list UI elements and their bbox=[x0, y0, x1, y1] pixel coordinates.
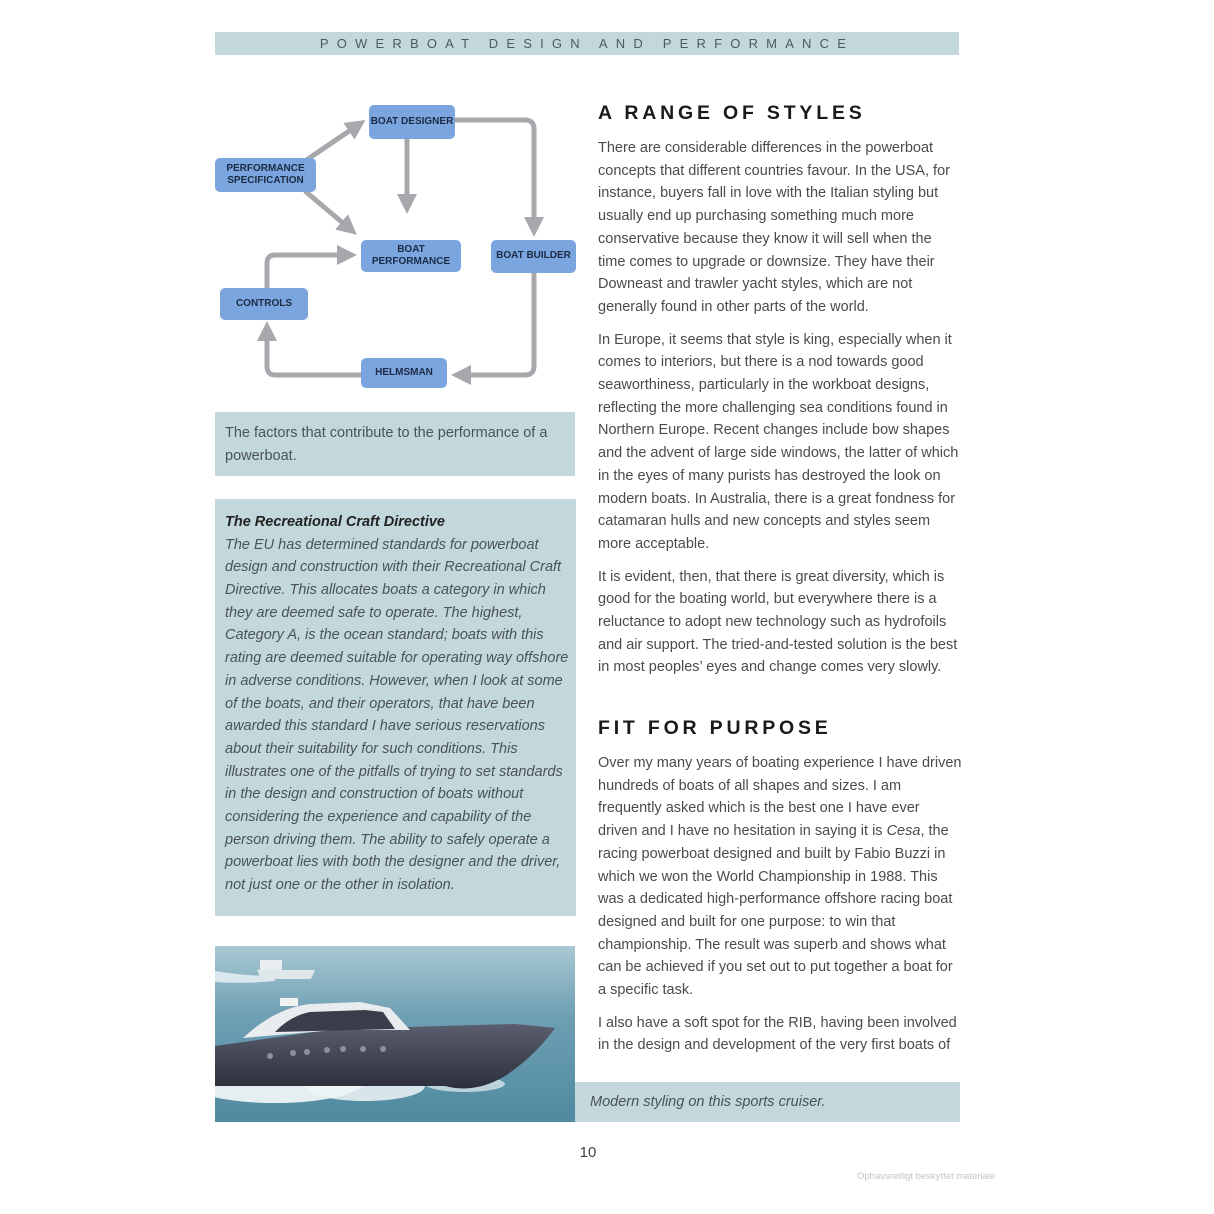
photo-caption: Modern styling on this sports cruiser. bbox=[590, 1094, 826, 1110]
paragraph-text: Over my many years of boating experience I have driven hundreds of boats of all shapes and sizes. I am frequently asked which is the best one I have ever driven and I have no hesitation in saying it is bbox=[598, 755, 962, 840]
node-boat-builder: BOAT BUILDER bbox=[491, 240, 576, 273]
node-boat-performance: BOAT PERFORMANCE bbox=[361, 240, 461, 272]
sports-cruiser-photo bbox=[215, 946, 575, 1122]
photo-caption-box bbox=[575, 1082, 960, 1122]
paragraph: In Europe, it seems that style is king, especially when it comes to interiors, but there is a nod towards good seaworthiness, particularly in the workboat designs, reflecting the more challenging sea conditions found in Northern Europe. Recent changes include bow shapes and the advent of large side windows, the latter of which in the eyes of many purists has destroyed the look on modern boats. In Australia, there is a great fondness for catamaran hulls and new concepts and styles seem more acceptable. bbox=[598, 331, 959, 552]
paragraph: It is evident, then, that there is great diversity, which is good for the boating world, but everywhere there is a reluctance to adopt new technology such as hydrofoils and air support. The tried-and-tested solution is the best in most peoples’ eyes and change comes very slowly. bbox=[598, 568, 958, 676]
node-controls: CONTROLS bbox=[220, 288, 308, 320]
section-heading: FIT FOR PURPOSE bbox=[598, 717, 832, 739]
sidebar-box bbox=[215, 499, 576, 916]
paragraph: I also have a soft spot for the RIB, having been involved in the design and development of the very first boats of bbox=[598, 1014, 957, 1054]
copyright-watermark: Ophavsretligt beskyttet materiale bbox=[857, 1171, 996, 1182]
section-fit-for-purpose bbox=[598, 717, 962, 1067]
arrow-controls-to-performance bbox=[267, 255, 348, 289]
running-head: POWERBOAT DESIGN AND PERFORMANCE bbox=[215, 32, 959, 55]
diagram-caption-box bbox=[215, 412, 575, 476]
arrow-builder-to-helmsman bbox=[460, 273, 534, 375]
section-heading: A RANGE OF STYLES bbox=[598, 102, 866, 124]
arrow-designer-to-builder bbox=[455, 120, 534, 228]
page-number: 10 bbox=[579, 1144, 597, 1161]
boat-name: Cesa bbox=[886, 823, 921, 840]
paragraph bbox=[598, 752, 962, 1002]
section-range-of-styles bbox=[598, 102, 962, 689]
node-helmsman: HELMSMAN bbox=[361, 358, 447, 388]
photo-illustration bbox=[215, 946, 575, 1122]
performance-factors-diagram bbox=[210, 95, 590, 395]
arrow-spec-to-performance bbox=[305, 191, 350, 229]
diagram-caption: The factors that contribute to the performance of a powerboat. bbox=[225, 425, 548, 464]
node-performance-specification: PERFORMANCE SPECIFICATION bbox=[215, 158, 316, 192]
arrow-spec-to-designer bbox=[305, 125, 358, 161]
paragraph-text: , the racing powerboat designed and built by Fabio Buzzi in which we won the World Championship in 1988. This was a dedicated high-performance offshore racing boat designed and built for one purpose: to win that championship. The result was superb and shows what can be achieved if you set out to put together a boat for a specific task. bbox=[598, 823, 953, 999]
node-boat-designer: BOAT DESIGNER bbox=[369, 105, 455, 139]
sidebar-title: The Recreational Craft Directive bbox=[225, 514, 445, 530]
paragraph: There are considerable differences in the powerboat concepts that different countries favour. In the USA, for instance, buyers fall in love with the Italian styling but usually end up purchasing something much more conservative because they know it will sell when the time comes to upgrade or downsize. They have their Downeast and trawler yacht styles, which are not generally found in other parts of the world. bbox=[598, 140, 950, 315]
sidebar-body: The EU has determined standards for powerboat design and construction with their Recreational Craft Directive. This allocates boats a category in which they are deemed safe to operate. The highest, Category A, is the ocean standard; boats with this rating are deemed suitable for operating way offshore in adverse conditions. However, when I look at some of the boats, and their operators, that have been awarded this standard I have serious reservations about their suitability for such conditions. This illustrates one of the pitfalls of trying to set standards in the design and construction of boats without considering the experience and capability of the person driving them. The ability to safely operate a powerboat lies with both the designer and the driver, not just one or the other in isolation. bbox=[225, 536, 569, 894]
arrow-helmsman-to-controls bbox=[267, 330, 362, 375]
